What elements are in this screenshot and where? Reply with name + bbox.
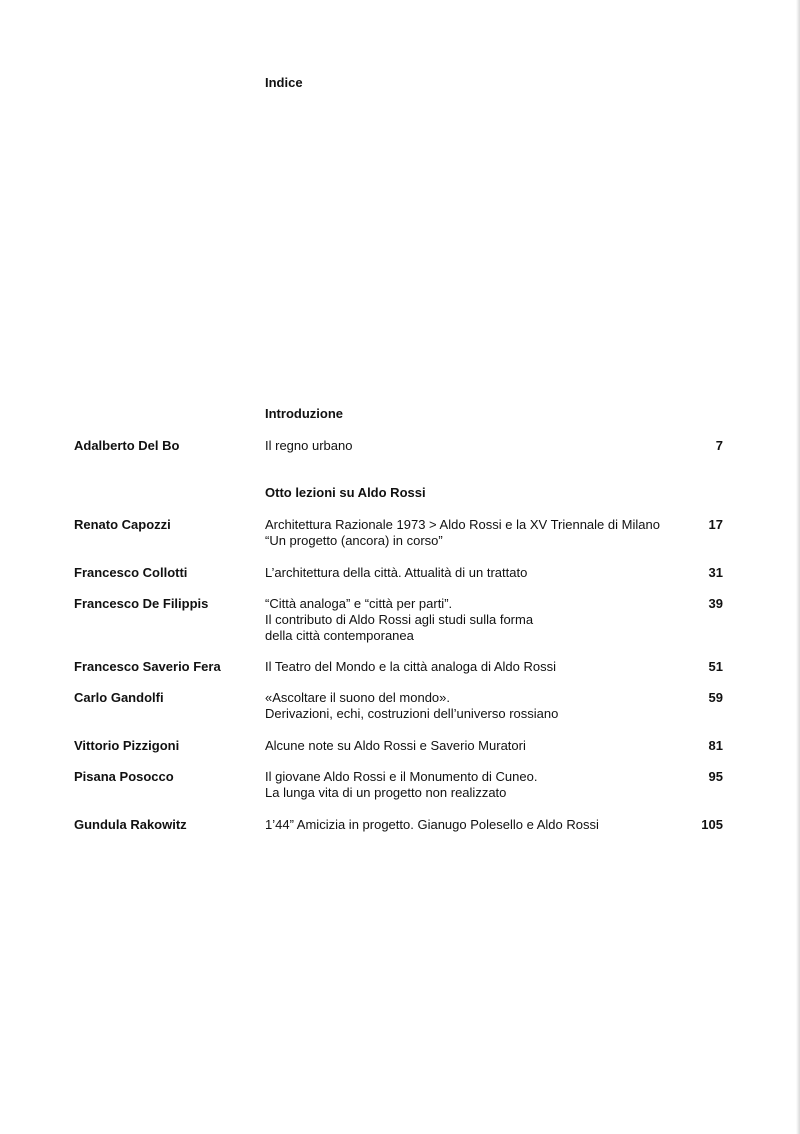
entry-page-number: 31 [708, 565, 723, 580]
entry-title-line: Derivazioni, echi, costruzioni dell’universo rossiano [265, 706, 559, 721]
entry-title [265, 769, 685, 801]
entry-author: Gundula Rakowitz [74, 817, 187, 832]
entry-title-line: L’architettura della città. Attualità di un trattato [265, 565, 528, 580]
entry-title-line: “Un progetto (ancora) in corso” [265, 533, 443, 548]
entry-title-line: Il regno urbano [265, 438, 353, 453]
entry-title [265, 738, 685, 754]
entry-page-number: 105 [701, 817, 723, 832]
entry-author: Vittorio Pizzigoni [74, 738, 180, 753]
entry-author: Renato Capozzi [74, 517, 171, 532]
section-heading-otto-lezioni: Otto lezioni su Aldo Rossi [265, 485, 426, 500]
entry-title [265, 517, 685, 549]
entry-title [265, 438, 685, 454]
entry-title-line: «Ascoltare il suono del mondo». [265, 690, 451, 705]
entry-author: Francesco Saverio Fera [74, 659, 221, 674]
entry-title-line: 1’44” Amicizia in progetto. Gianugo Polesello e Aldo Rossi [265, 817, 599, 832]
page-edge-shadow [796, 0, 800, 1134]
entry-title-line: “Città analoga” e “città per parti”. [265, 596, 453, 611]
entry-title-line: Il giovane Aldo Rossi e il Monumento di Cuneo. [265, 769, 538, 784]
entry-page-number: 39 [708, 596, 723, 611]
entry-title-line: Il contributo di Aldo Rossi agli studi sulla forma [265, 612, 534, 627]
index-title: Indice [265, 75, 303, 90]
entry-title-line: Architettura Razionale 1973 > Aldo Rossi e la XV Triennale di Milano [265, 517, 660, 532]
entry-author: Pisana Posocco [74, 769, 174, 784]
entry-page-number: 17 [708, 517, 723, 532]
entry-title [265, 817, 685, 833]
entry-title-line: Alcune note su Aldo Rossi e Saverio Muratori [265, 738, 526, 753]
entry-title-line: La lunga vita di un progetto non realizzato [265, 785, 507, 800]
entry-title [265, 565, 685, 581]
entry-author: Francesco De Filippis [74, 596, 209, 611]
entry-title [265, 596, 685, 644]
entry-page-number: 7 [715, 438, 723, 453]
entry-title [265, 659, 685, 675]
entry-page-number: 51 [708, 659, 723, 674]
section-heading-introduzione: Introduzione [265, 406, 343, 421]
entry-author: Francesco Collotti [74, 565, 188, 580]
entry-title [265, 690, 685, 722]
entry-page-number: 81 [708, 738, 723, 753]
entry-author: Carlo Gandolfi [74, 690, 164, 705]
entry-author: Adalberto Del Bo [74, 438, 180, 453]
entry-page-number: 95 [708, 769, 723, 784]
entry-title-line: della città contemporanea [265, 628, 414, 643]
entry-page-number: 59 [708, 690, 723, 705]
entry-title-line: Il Teatro del Mondo e la città analoga di Aldo Rossi [265, 659, 556, 674]
